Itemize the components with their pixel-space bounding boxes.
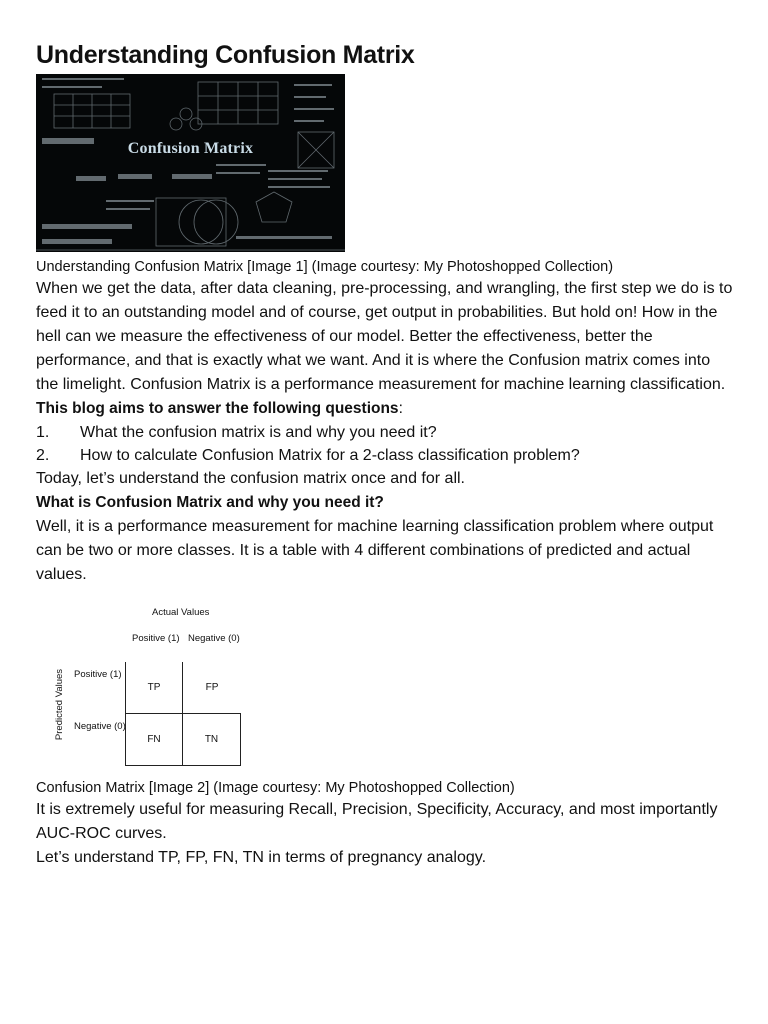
- intro-paragraph: When we get the data, after data cleaning, pre-processing, and wrangling, the first step we do is to feed it to an outstanding model and of course, get output in probabilities. But hold on! How in the hell can we measure the effectiveness of our model. Better the effectiveness, better the performance, and that is exactly what we want. And it is where the Confusion matrix comes into the limelight. Confusion Matrix is a performance measurement for machine learning classification.: [36, 280, 733, 393]
- col-header-positive: Positive (1): [132, 633, 180, 644]
- list-item: [36, 421, 736, 444]
- hero-image: [36, 74, 345, 252]
- analogy-paragraph: Let’s understand TP, FP, FN, TN in terms of pregnancy analogy.: [36, 849, 487, 866]
- hero-decoration: [36, 74, 345, 252]
- cell-fn: FN: [125, 714, 183, 766]
- predicted-values-label: Predicted Values: [54, 668, 66, 741]
- hero-image-title: Confusion Matrix: [127, 140, 254, 157]
- row-header-negative: Negative (0): [74, 721, 126, 732]
- section-heading: What is Confusion Matrix and why you need it?: [36, 494, 384, 511]
- matrix-grid: [125, 662, 241, 766]
- list-item-number: 2.: [36, 447, 50, 464]
- aims-heading: [36, 397, 736, 421]
- questions-list: [36, 421, 736, 467]
- section-paragraph: Well, it is a performance measurement for machine learning classification problem where output can be two or more classes. It is a table with 4 different combinations of predicted and actual values.: [36, 518, 714, 583]
- aims-heading-colon: :: [398, 400, 403, 417]
- cell-fp: FP: [183, 662, 241, 714]
- cell-tp: TP: [125, 662, 183, 714]
- row-header-positive: Positive (1): [74, 669, 122, 680]
- list-item: [36, 444, 736, 467]
- list-item-number: 1.: [36, 424, 50, 441]
- col-header-negative: Negative (0): [188, 633, 240, 644]
- usefulness-paragraph: It is extremely useful for measuring Recall, Precision, Specificity, Accuracy, and most importantly AUC-ROC curves.: [36, 801, 718, 842]
- page-title: Understanding Confusion Matrix: [36, 41, 415, 69]
- today-paragraph: Today, let’s understand the confusion matrix once and for all.: [36, 470, 465, 487]
- image-caption-2: Confusion Matrix [Image 2] (Image courtesy: My Photoshopped Collection): [36, 780, 515, 796]
- actual-values-label: Actual Values: [152, 607, 210, 618]
- image-caption: Understanding Confusion Matrix [Image 1] (Image courtesy: My Photoshopped Collection): [36, 259, 614, 275]
- article: [36, 38, 736, 870]
- aims-heading-text: This blog aims to answer the following questions: [36, 400, 399, 417]
- list-item-text: How to calculate Confusion Matrix for a 2-class classification problem?: [80, 447, 580, 464]
- cell-tn: TN: [183, 714, 241, 766]
- confusion-matrix-figure: [36, 607, 276, 759]
- list-item-text: What the confusion matrix is and why you need it?: [80, 424, 437, 441]
